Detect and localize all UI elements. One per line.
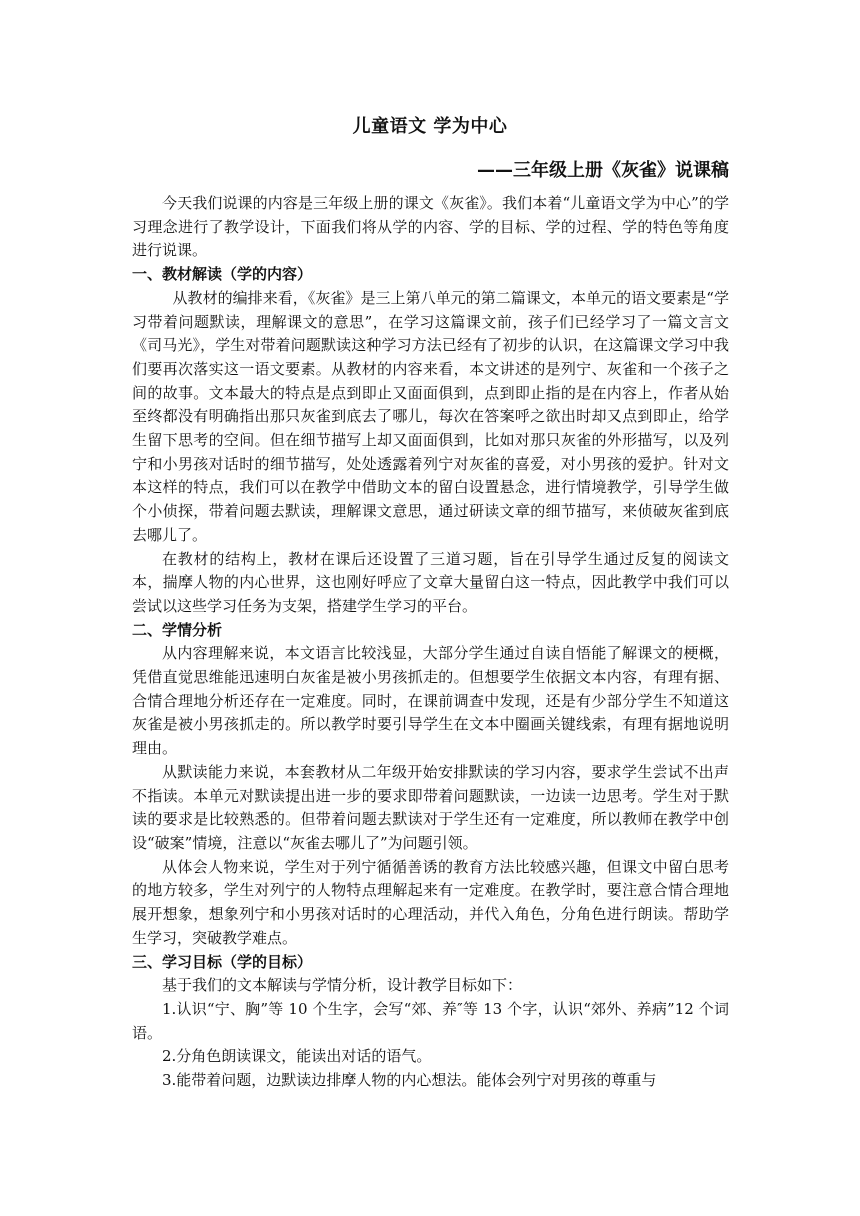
document-body [132, 192, 729, 1093]
page-subtitle: ——三年级上册《灰雀》说课稿 [477, 160, 729, 181]
intro-paragraph: 今天我们说课的内容是三年级上册的课文《灰雀》。我们本着“儿童语文学为中心”的学习理念进行了教学设计，下面我们将从学的内容、学的目标、学的过程、学的特色等角度进行说课。 [132, 194, 729, 260]
sec2-paragraph-1: 从内容理解来说，本文语言比较浅显，大部分学生通过自读自悟能了解课文的梗概，凭借直觉思维能迅速明白灰雀是被小男孩抓走的。但想要学生依据文本内容，有理有据、合情合理地分析还存在一定难度。同时，在课前调查中发现，还是有少部分学生不知道这灰雀是被小男孩抓走的。所以教学时要引导学生在文本中圈画关键线索，有理有据地说明理由。 [132, 644, 729, 758]
sec1-paragraph-2: 在教材的结构上，教材在课后还设置了三道习题，旨在引导学生通过反复的阅读文本，揣摩人物的内心世界，这也刚好呼应了文章大量留白这一特点，因此教学中我们可以尝试以这些学习任务为支架，搭建学生学习的平台。 [132, 549, 729, 615]
sec3-paragraph-1: 基于我们的文本解读与学情分析，设计教学目标如下： [162, 976, 523, 995]
sec2-paragraph-3: 从体会人物来说，学生对于列宁循循善诱的教育方法比较感兴趣，但课文中留白思考的地方较多，学生对列宁的人物特点理解起来有一定难度。在教学时，要注意合情合理地展开想象，想象列宁和小男孩对话时的心理活动，并代入角色，分角色进行朗读。帮助学生学习，突破教学难点。 [132, 857, 729, 947]
section-heading-2: 二、学情分析 [132, 620, 223, 639]
goal-item-2: 2.分角色朗读课文，能读出对话的语气。 [162, 1047, 432, 1066]
sec2-paragraph-2: 从默读能力来说，本套教材从二年级开始安排默读的学习内容，要求学生尝试不出声不指读。本单元对默读提出进一步的要求即带着问题默读，一边读一边思考。学生对于默读的要求是比较熟悉的。但带着问题去默读对于学生还有一定难度，所以教师在教学中创设“破案”情境，注意以“灰雀去哪儿了”为问题引领。 [132, 762, 729, 852]
goal-item-1: 1.认识“宁、胸”等 10 个生字，会写“郊、养″等 13 个字，认识“郊外、养病”12 个词语。 [132, 999, 729, 1042]
goal-item-3: 3.能带着问题，边默读边排摩人物的内心想法。能体会列宁对男孩的尊重与 [162, 1071, 657, 1090]
section-heading-1: 一、教材解读（学的内容） [132, 265, 313, 284]
sec1-paragraph-1: 从教材的编排来看，《灰雀》是三上第八单元的第二篇课文，本单元的语文要素是“学习带着问题默读，理解课文的意思”，在学习这篇课文前，孩子们已经学习了一篇文言文《司马光》，学生对带着问题默读这种学习方法已经有了初步的认识，在这篇课文学习中我们要再次落实这一语文要素。从教材的内容来看，本文讲述的是列宁、灰雀和一个孩子之间的故事。文本最大的特点是点到即止又面面俱到，点到即止指的是在内容上，作者从始至终都没有明确指出那只灰雀到底去了哪儿，每次在答案呼之欲出时却又点到即止，给学生留下思考的空间。但在细节描写上却又面面俱到，比如对那只灰雀的外形描写，以及列宁和小男孩对话时的细节描写，处处透露着列宁对灰雀的喜爱，对小男孩的爱护。针对文本这样的特点，我们可以在教学中借助文本的留白设置悬念，进行情境教学，引导学生做个小侦探，带着问题去默读，理解课文意思，通过研读文章的细节描写，来侦破灰雀到底去哪儿了。 [132, 288, 729, 544]
page-title: 儿童语文 学为中心 [352, 116, 508, 137]
section-heading-3: 三、学习目标（学的目标） [132, 952, 313, 971]
